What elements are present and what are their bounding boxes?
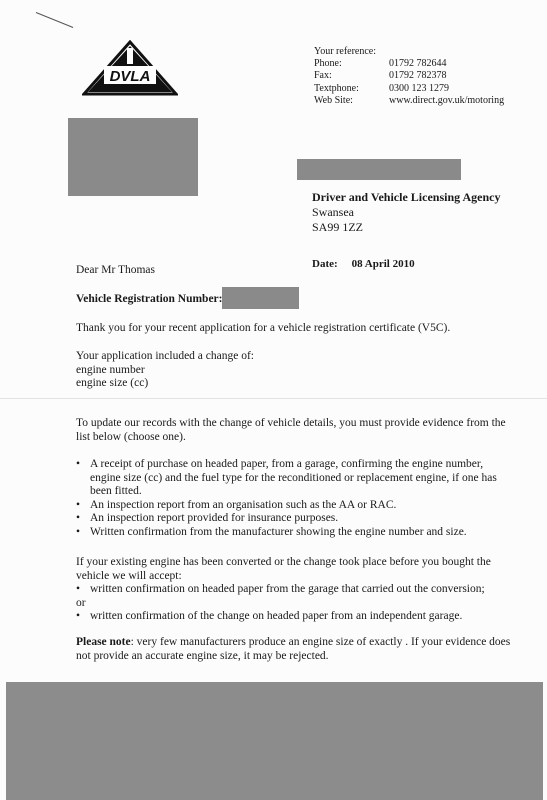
contact-row [314,95,504,107]
scan-mark [36,12,73,28]
contact-row [314,58,504,70]
dvla-logo [82,40,178,96]
evidence-item: • An inspection report provided for insurance purposes. [76,512,516,526]
contact-value: 01792 782644 [389,58,447,70]
contact-label: Fax: [314,70,332,82]
evidence-item: • An inspection report from an organisation such as the AA or RAC. [76,499,516,513]
contact-label: Your reference: [314,46,377,57]
converted-intro: If your existing engine has been converted or the change took place before you bought the vehicle we will accept: [76,556,491,582]
date-label: Date: [312,258,338,270]
page-fold [0,398,547,399]
evidence-list [76,458,516,539]
thanks-paragraph: Thank you for your recent application for a vehicle registration certificate (V5C). [76,322,451,334]
contact-row [314,70,504,82]
note-label: Please note [76,636,131,648]
converted-section [76,556,516,624]
contact-value: 01792 782378 [389,70,447,82]
agency-city: Swansea [312,205,354,219]
svg-text:DVLA: DVLA [109,68,151,85]
redacted-address [68,118,198,196]
contact-value: www.direct.gov.uk/motoring [389,94,505,106]
contact-row [314,46,504,58]
contact-label: Phone: [314,58,342,70]
contact-details [314,46,504,107]
date-value: 08 April 2010 [351,258,415,270]
redacted-footer [6,682,543,800]
change-item: engine size (cc) [76,377,149,389]
converted-item: • written confirmation on headed paper from the garage that carried out the conversion; [76,583,516,597]
or-text: or [76,596,86,609]
redacted-registration [222,287,299,309]
registration-label: Vehicle Registration Number: [76,293,223,305]
contact-value: 0300 123 1279 [389,82,449,94]
contact-row [314,83,504,95]
agency-name: Driver and Vehicle Licensing Agency [312,190,501,204]
change-intro: Your application included a change of: [76,350,254,362]
note-paragraph [76,636,516,663]
salutation: Dear Mr Thomas [76,264,155,276]
contact-label: Textphone: [314,82,359,94]
evidence-intro: To update our records with the change of vehicle details, you must provide evidence from the list below (choose one). [76,417,506,443]
change-section [76,350,516,391]
evidence-item: • Written confirmation from the manufacturer showing the engine number and size. [76,526,516,540]
change-item: engine number [76,363,145,376]
contact-label: Web Site: [314,94,353,106]
agency-postcode: SA99 1ZZ [312,220,363,234]
evidence-item: • A receipt of purchase on headed paper, from a garage, confirming the engine number, engine size (cc) and the fuel type for the reconditioned or replacement engine, if one has been fitted. [76,458,516,499]
redacted-header [297,159,461,180]
converted-item: • written confirmation of the change on headed paper from an independent garage. [76,610,516,624]
note-text: : very few manufacturers produce an engine size of exactly . If your evidence does not provide an accurate engine size, it may be rejected. [76,636,511,662]
agency-address [312,190,500,235]
